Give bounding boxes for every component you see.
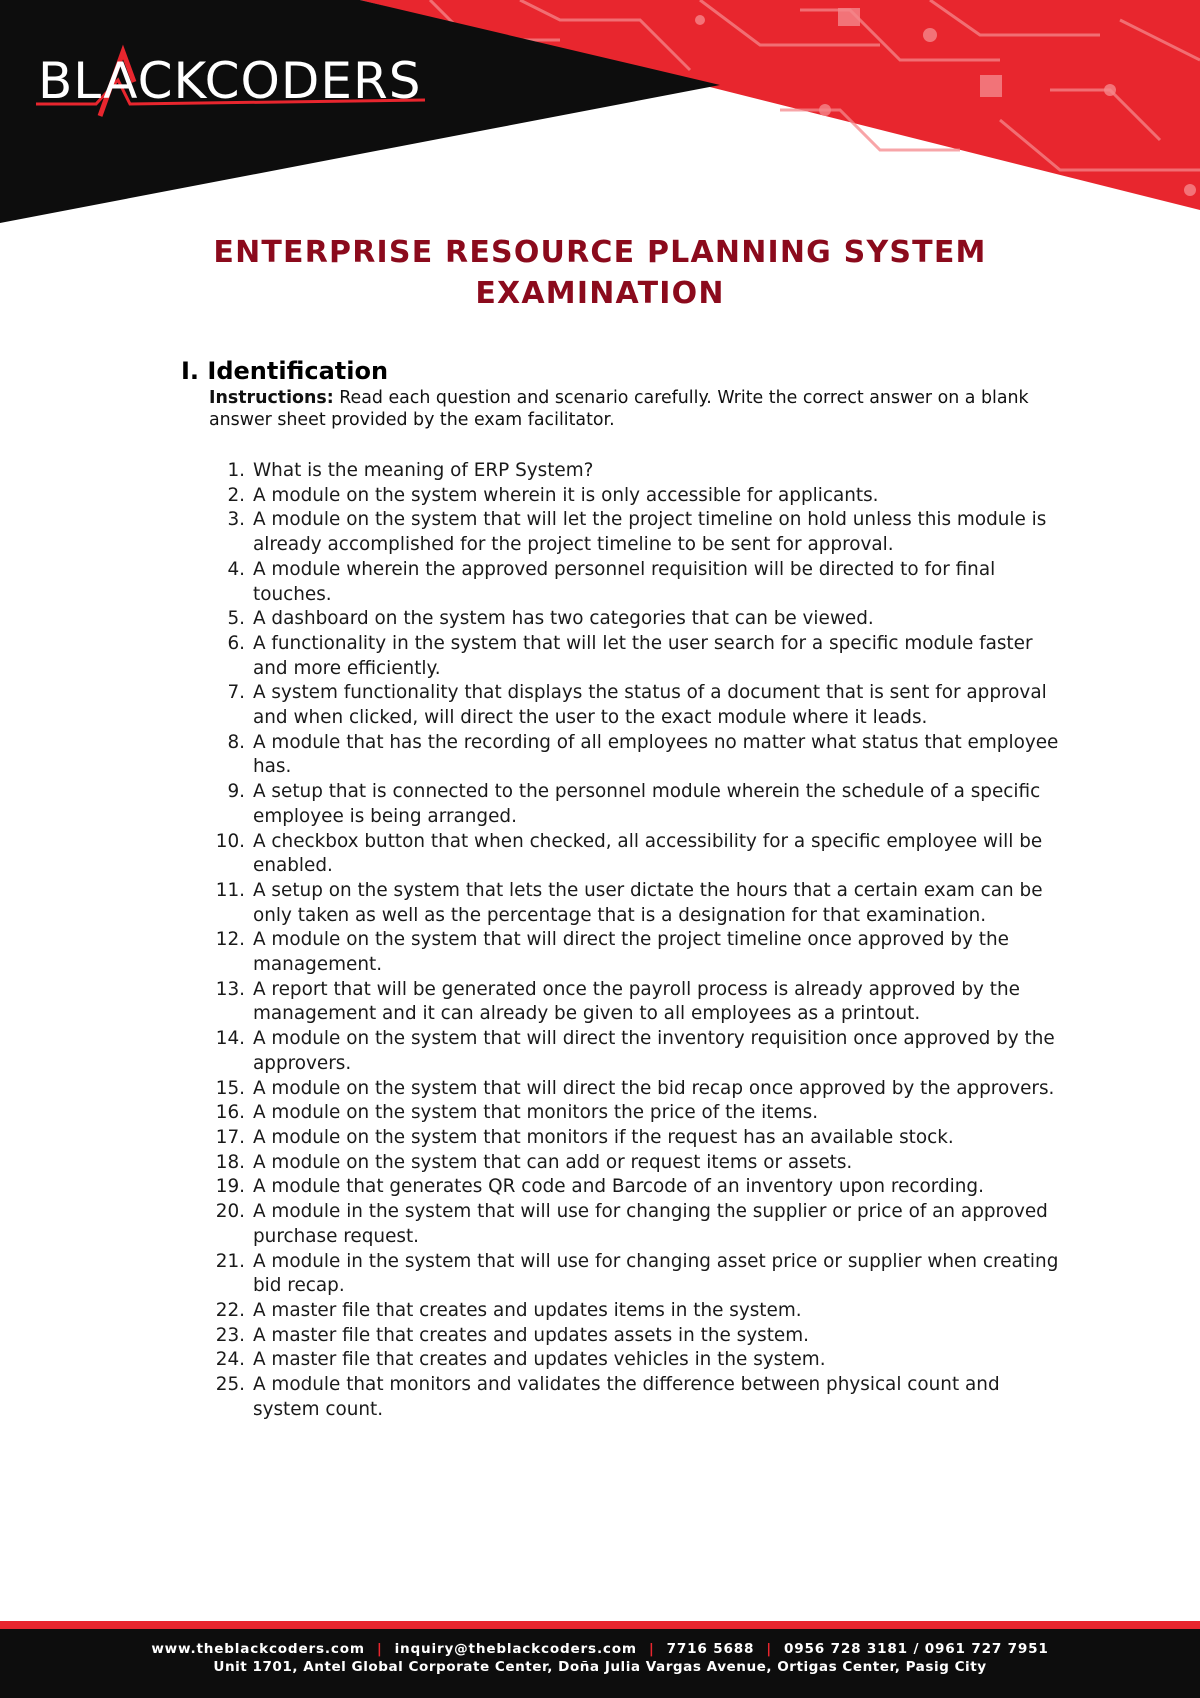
question-text: A module in the system that will use for changing asset price or supplier when creating bid recap. xyxy=(253,1250,1059,1297)
question-text: A master file that creates and updates items in the system. xyxy=(253,1299,802,1321)
question-number: 8. xyxy=(227,731,245,753)
footer-separator: | xyxy=(648,1641,655,1657)
question-item xyxy=(209,1151,1059,1176)
question-number: 9. xyxy=(227,781,245,803)
question-text: A module on the system that will direct the bid recap once approved by the approvers. xyxy=(253,1077,1055,1099)
question-number: 23. xyxy=(215,1324,245,1346)
question-item xyxy=(209,681,1059,730)
question-number: 15. xyxy=(215,1077,245,1099)
question-item xyxy=(209,459,1059,484)
instructions-text: Read each question and scenario carefully. Write the correct answer on a blank answer sheet provided by the exam facilitator. xyxy=(209,388,1029,430)
question-item xyxy=(209,1324,1059,1349)
question-number: 16. xyxy=(215,1102,245,1124)
section-heading: I. Identification xyxy=(181,357,389,385)
question-item xyxy=(209,1348,1059,1373)
footer-address: Unit 1701, Antel Global Corporate Center, Doña Julia Vargas Avenue, Ortigas Center, Pasig City xyxy=(213,1659,987,1675)
question-item xyxy=(209,1200,1059,1249)
question-text: A setup on the system that lets the user dictate the hours that a certain exam can be only taken as well as the percentage that is a designation for that examination. xyxy=(253,879,1043,926)
question-text: A module on the system that will direct the project timeline once approved by the management. xyxy=(253,929,1009,976)
question-text: A master file that creates and updates assets in the system. xyxy=(253,1324,810,1346)
question-item xyxy=(209,484,1059,509)
question-text: A master file that creates and updates vehicles in the system. xyxy=(253,1349,826,1371)
question-item xyxy=(209,1299,1059,1324)
footer-email: inquiry@theblackcoders.com xyxy=(394,1641,637,1657)
question-number: 12. xyxy=(215,929,245,951)
question-text: A module that has the recording of all employees no matter what status that employee has. xyxy=(253,731,1059,778)
question-item xyxy=(209,731,1059,780)
instructions-label: Instructions: xyxy=(209,388,334,408)
question-number: 3. xyxy=(227,509,245,531)
footer-separator: | xyxy=(376,1641,383,1657)
footer-website: www.theblackcoders.com xyxy=(151,1641,365,1657)
question-text: What is the meaning of ERP System? xyxy=(253,460,594,481)
question-text: A module on the system that monitors if the request has an available stock. xyxy=(253,1126,954,1148)
question-item xyxy=(209,780,1059,829)
question-text: A module on the system that monitors the price of the items. xyxy=(253,1102,819,1124)
question-item xyxy=(209,830,1059,879)
question-number: 18. xyxy=(215,1151,245,1173)
question-text: A report that will be generated once the payroll process is already approved by the management and it can already be given to all employees as a printout. xyxy=(253,978,1020,1025)
question-number: 21. xyxy=(215,1250,245,1272)
question-number: 14. xyxy=(215,1028,245,1050)
footer xyxy=(0,1621,1200,1698)
question-number: 7. xyxy=(227,682,245,704)
question-text: A module on the system that can add or request items or assets. xyxy=(253,1151,853,1173)
question-number: 22. xyxy=(215,1299,245,1321)
question-number: 5. xyxy=(227,608,245,630)
question-text: A module wherein the approved personnel requisition will be directed to for final touches. xyxy=(253,558,996,605)
question-item xyxy=(209,607,1059,632)
question-number: 25. xyxy=(215,1374,245,1396)
question-text: A module on the system that will let the project timeline on hold unless this module is already accomplished for the project timeline to be sent for approval. xyxy=(253,509,1047,556)
question-number: 13. xyxy=(215,978,245,1000)
question-item xyxy=(209,978,1059,1027)
question-text: A module on the system that will direct the inventory requisition once approved by the approvers. xyxy=(253,1028,1055,1074)
footer-contact-line xyxy=(0,1641,1200,1657)
question-number: 1. xyxy=(227,460,245,481)
question-text: A system functionality that displays the status of a document that is sent for approval and when clicked, will direct the user to the exact module where it leads. xyxy=(253,682,1047,729)
footer-separator: | xyxy=(766,1641,773,1657)
question-number: 11. xyxy=(215,879,245,901)
question-item xyxy=(209,1027,1059,1076)
question-text: A module on the system wherein it is only accessible for applicants. xyxy=(253,484,879,506)
footer-phone-2: 0956 728 3181 / 0961 727 7951 xyxy=(784,1641,1049,1657)
instructions xyxy=(209,387,1039,431)
title-line-1: ENTERPRISE RESOURCE PLANNING SYSTEM xyxy=(213,235,987,270)
question-item xyxy=(209,632,1059,681)
question-item xyxy=(209,1373,1059,1422)
question-item xyxy=(209,1126,1059,1151)
question-text: A module that monitors and validates the difference between physical count and system count. xyxy=(253,1374,1000,1420)
question-item xyxy=(209,928,1059,977)
question-number: 2. xyxy=(227,484,245,506)
question-text: A functionality in the system that will let the user search for a specific module faster and more efficiently. xyxy=(253,632,1033,679)
question-list xyxy=(209,459,1059,1422)
question-number: 6. xyxy=(227,632,245,654)
question-text: A setup that is connected to the personnel module wherein the schedule of a specific employee is being arranged. xyxy=(253,781,1041,827)
logo-text: BLACKCODERS xyxy=(38,52,422,110)
question-item xyxy=(209,1250,1059,1299)
question-item xyxy=(209,1101,1059,1126)
question-text: A module that generates QR code and Barcode of an inventory upon recording. xyxy=(253,1176,984,1198)
footer-phone-1: 7716 5688 xyxy=(666,1641,755,1657)
question-item xyxy=(209,879,1059,928)
question-item xyxy=(209,558,1059,607)
question-text: A checkbox button that when checked, all accessibility for a specific employee will be enabled. xyxy=(253,830,1043,877)
title-line-2: EXAMINATION xyxy=(475,276,725,311)
question-number: 17. xyxy=(215,1126,245,1148)
question-item xyxy=(209,1175,1059,1200)
question-text: A dashboard on the system has two categories that can be viewed. xyxy=(253,608,874,630)
question-item xyxy=(209,508,1059,557)
question-item xyxy=(209,1077,1059,1102)
document-title xyxy=(150,232,1050,314)
header-banner xyxy=(0,0,1200,230)
question-number: 20. xyxy=(215,1201,245,1223)
footer-red-stripe xyxy=(0,1621,1200,1629)
question-number: 19. xyxy=(215,1176,245,1198)
question-number: 24. xyxy=(215,1349,245,1371)
question-number: 4. xyxy=(227,558,245,580)
question-text: A module in the system that will use for changing the supplier or price of an approved purchase request. xyxy=(253,1201,1048,1247)
question-number: 10. xyxy=(215,830,245,852)
header-graphic xyxy=(0,0,1200,230)
